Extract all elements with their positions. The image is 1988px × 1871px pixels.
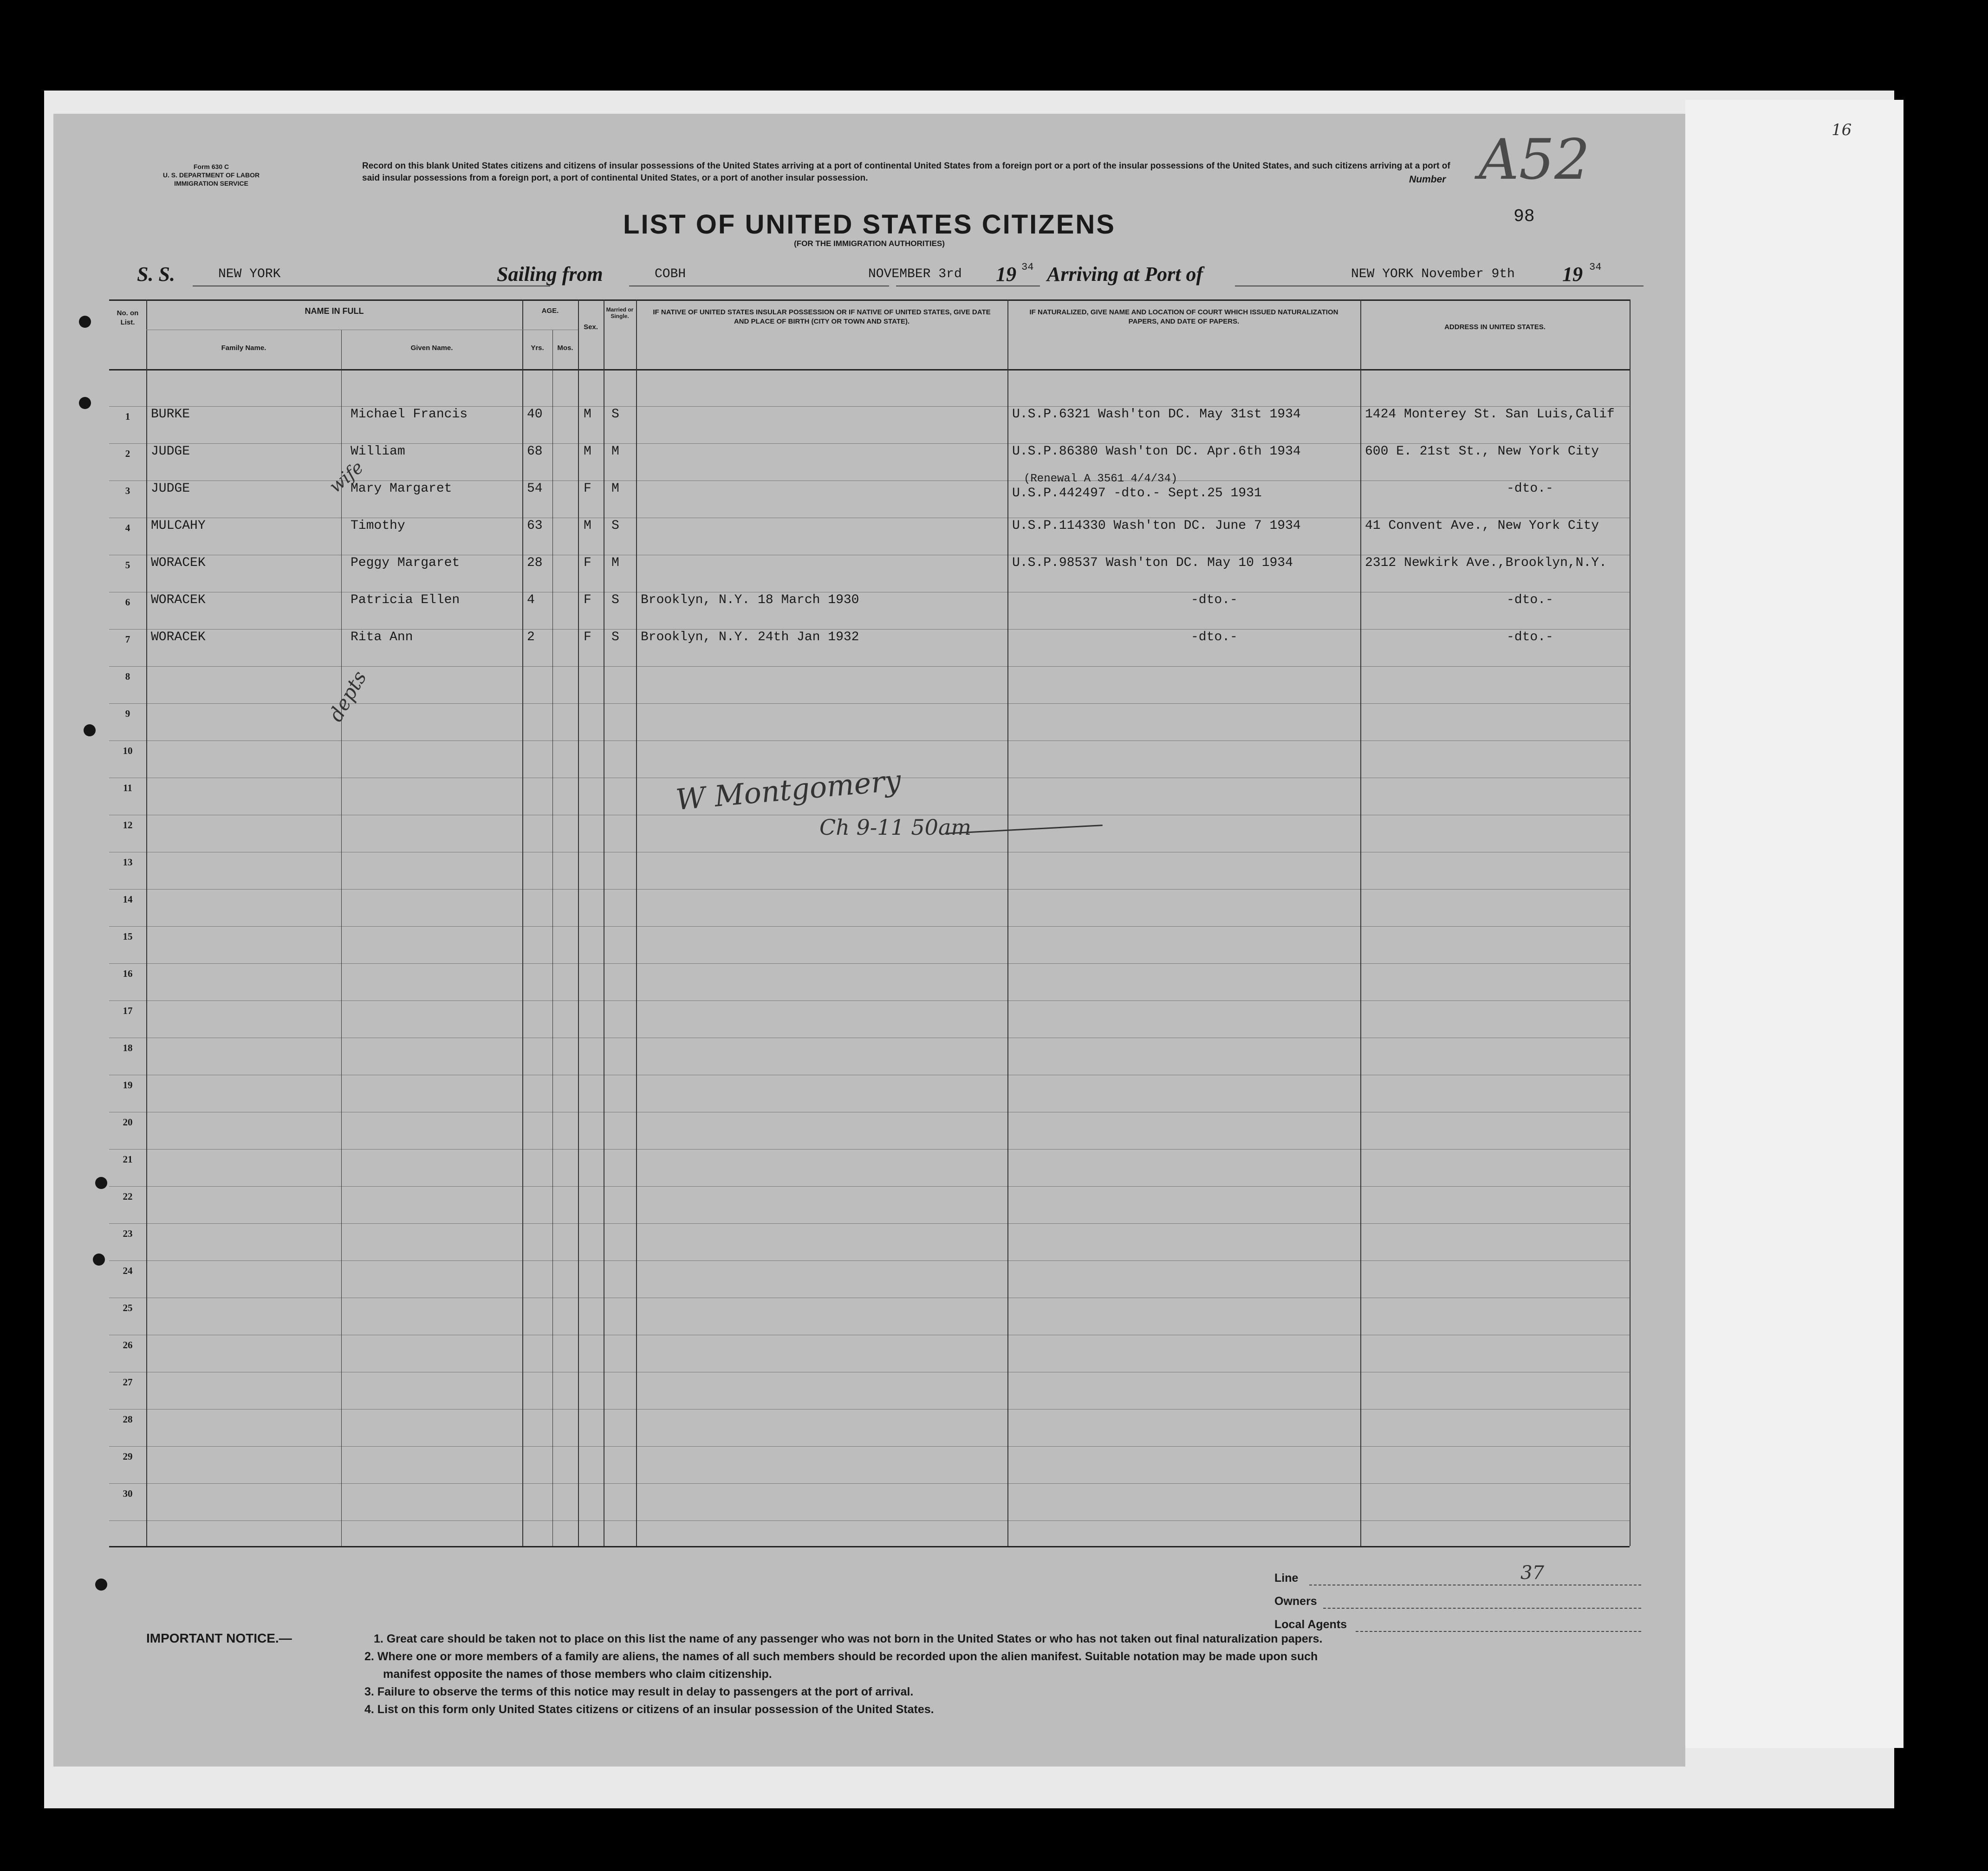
form-number: Form 630 C <box>193 163 229 170</box>
age-years-cell: 4 <box>527 593 535 607</box>
row-rule <box>109 1520 1630 1521</box>
agents-underline <box>1356 1631 1641 1632</box>
punch-hole <box>84 724 96 736</box>
sail-year: 34 <box>1021 261 1034 273</box>
given-name-cell: Timothy <box>351 519 405 533</box>
address-cell: -dto.- <box>1507 593 1553 607</box>
owners-underline <box>1323 1608 1641 1609</box>
back-sheet-edge <box>1685 100 1904 1748</box>
row-number: 16 <box>123 968 133 979</box>
row-number: 14 <box>123 894 133 905</box>
handwritten-number: A52 <box>1479 128 1590 192</box>
row-rule <box>109 1260 1630 1261</box>
age-years-cell: 40 <box>527 407 543 422</box>
row-number: 28 <box>123 1414 133 1425</box>
col-yrs: Yrs. <box>531 344 544 352</box>
sail-date: NOVEMBER 3rd <box>868 267 962 281</box>
col-name-in-full: NAME IN FULL <box>305 306 364 316</box>
line-value: 37 <box>1520 1562 1544 1584</box>
row-number: 23 <box>123 1228 133 1239</box>
family-name-cell: JUDGE <box>151 481 190 496</box>
sex-cell: F <box>584 556 591 570</box>
row-number: 1 <box>125 411 130 422</box>
row-number: 27 <box>123 1377 133 1388</box>
marital-status-cell: M <box>611 481 619 496</box>
marital-status-cell: S <box>611 593 619 607</box>
naturalization-cell: U.S.P.442497 -dto.- Sept.25 1931 <box>1012 486 1262 500</box>
row-number: 17 <box>123 1005 133 1016</box>
important-notice <box>146 1630 1322 1718</box>
marital-status-cell: S <box>611 407 619 422</box>
row-rule <box>109 629 1630 630</box>
notice-3: 3. Failure to observe the terms of this notice may result in delay to passengers at the port of arrival. <box>364 1685 914 1698</box>
row-number: 7 <box>125 634 130 645</box>
row-number: 3 <box>125 485 130 496</box>
col-divider <box>522 299 523 1546</box>
age-years-cell: 28 <box>527 556 543 570</box>
row-number: 18 <box>123 1042 133 1053</box>
notice-title: IMPORTANT NOTICE.— <box>146 1631 292 1645</box>
naturalization-cell: U.S.P.86380 Wash'ton DC. Apr.6th 1934 <box>1012 444 1301 459</box>
row-rule <box>109 1000 1630 1001</box>
naturalization-cell: U.S.P.98537 Wash'ton DC. May 10 1934 <box>1012 556 1293 570</box>
row-number: 24 <box>123 1265 133 1276</box>
notice-1: 1. Great care should be taken not to place on this list the name of any passenger who was not born in the United States or who has not taken out final naturalization papers. <box>374 1632 1323 1645</box>
form-identifier <box>114 162 309 188</box>
row-rule <box>109 406 1630 407</box>
given-name-cell: Mary Margaret <box>351 481 452 496</box>
naturalization-cell: -dto.- <box>1191 630 1238 644</box>
col-divider <box>146 299 147 1546</box>
punch-hole <box>93 1254 105 1266</box>
local-agents-label: Local Agents <box>1274 1618 1347 1631</box>
header-bottom-rule <box>109 369 1630 370</box>
owners-label: Owners <box>1274 1595 1317 1608</box>
notice-2: 2. Where one or more members of a family are aliens, the names of all such members should be recorded upon the alien manifest. Suitable notation may be made upon such <box>364 1650 1318 1663</box>
row-rule <box>109 889 1630 890</box>
from-port: COBH <box>655 267 686 281</box>
arriving-label: Arriving at Port of <box>1047 263 1203 286</box>
row-rule <box>109 1409 1630 1410</box>
age-years-cell: 63 <box>527 519 543 533</box>
birthplace-cell: Brooklyn, N.Y. 18 March 1930 <box>641 593 859 607</box>
age-years-cell: 2 <box>527 630 535 644</box>
naturalization-cell: U.S.P.114330 Wash'ton DC. June 7 1934 <box>1012 519 1301 533</box>
birthplace-cell: Brooklyn, N.Y. 24th Jan 1932 <box>641 630 859 644</box>
row-number: 13 <box>123 857 133 868</box>
punch-hole <box>79 316 91 328</box>
sailing-from-label: Sailing from <box>497 263 603 286</box>
notice-2-cont: manifest opposite the names of those members who claim citizenship. <box>383 1668 772 1681</box>
age-years-cell: 54 <box>527 481 543 496</box>
row-number: 12 <box>123 819 133 831</box>
given-name-cell: Peggy Margaret <box>351 556 460 570</box>
family-name-cell: JUDGE <box>151 444 190 459</box>
row-rule <box>109 443 1630 444</box>
address-cell: 600 E. 21st St., New York City <box>1365 444 1599 459</box>
row-number: 6 <box>125 597 130 608</box>
row-number: 19 <box>123 1079 133 1091</box>
punch-hole <box>79 397 91 409</box>
row-rule <box>109 1186 1630 1187</box>
given-name-cell: Rita Ann <box>351 630 413 644</box>
table-top-rule <box>109 299 1630 301</box>
family-name-cell: BURKE <box>151 407 190 422</box>
col-divider <box>578 299 579 1546</box>
col-mos: Mos. <box>557 344 573 352</box>
address-cell: 41 Convent Ave., New York City <box>1365 519 1599 533</box>
sex-cell: M <box>584 519 591 533</box>
family-name-cell: WORACEK <box>151 556 206 570</box>
page-subtitle: (FOR THE IMMIGRATION AUTHORITIES) <box>794 239 945 248</box>
row-number: 29 <box>123 1451 133 1462</box>
given-name-cell: Patricia Ellen <box>351 593 460 607</box>
col-naturalization: IF NATURALIZED, GIVE NAME AND LOCATION OF COURT WHICH ISSUED NATURALIZATION PAPERS, AND DATE OF PAPERS. <box>1029 308 1338 325</box>
col-divider <box>636 299 637 1546</box>
row-number: 22 <box>123 1191 133 1202</box>
age-years-cell: 68 <box>527 444 543 459</box>
marital-status-cell: S <box>611 630 619 644</box>
signature: W Montgomery <box>674 763 903 817</box>
year-prefix: 19 <box>996 263 1016 286</box>
row-number: 26 <box>123 1339 133 1351</box>
given-name-cell: Michael Francis <box>351 407 468 422</box>
col-birthplace: IF NATIVE OF UNITED STATES INSULAR POSSESSION OR IF NATIVE OF UNITED STATES, GIVE DATE AND PLACE OF BIRTH (CITY OR TOWN AND STATE). <box>653 308 991 325</box>
given-name-cell: William <box>351 444 405 459</box>
sex-cell: M <box>584 407 591 422</box>
family-name-cell: MULCAHY <box>151 519 206 533</box>
marital-status-cell: M <box>611 556 619 570</box>
row-rule <box>109 666 1630 667</box>
row-number: 15 <box>123 931 133 942</box>
sex-cell: F <box>584 593 591 607</box>
manifest-page <box>53 114 1685 1767</box>
handwritten-wife-note: wife <box>325 457 367 497</box>
form-instructions: Record on this blank United States citizens and citizens of insular possessions of the United States arriving at a port of continental United States from a foreign port or a port of the insular possessions of the United States, and such citizens arriving at a port of said insular possessions from a foreign port, a port of continental United States, or a port of another insular possession. <box>362 161 1450 183</box>
col-age: AGE. <box>541 307 559 315</box>
arrival-year: 34 <box>1589 261 1602 273</box>
row-rule <box>109 963 1630 964</box>
number-label: Number <box>1409 174 1446 185</box>
ship-name: NEW YORK <box>218 267 281 281</box>
arrival-year-prefix: 19 <box>1562 263 1583 286</box>
col-address: ADDRESS IN UNITED STATES. <box>1444 323 1546 331</box>
page-title: LIST OF UNITED STATES CITIZENS <box>623 209 1116 240</box>
punch-hole <box>95 1177 107 1189</box>
department: U. S. DEPARTMENT OF LABOR <box>162 171 260 179</box>
row-number: 2 <box>125 448 130 459</box>
sex-cell: F <box>584 630 591 644</box>
row-rule <box>109 1483 1630 1484</box>
col-divider <box>1007 299 1008 1546</box>
naturalization-cell: -dto.- <box>1191 593 1238 607</box>
sex-cell: F <box>584 481 591 496</box>
handwritten-dependents-note: depts <box>324 667 371 726</box>
col-married-single: Married or Single. <box>606 306 634 319</box>
service: IMMIGRATION SERVICE <box>174 180 248 187</box>
family-name-cell: WORACEK <box>151 630 206 644</box>
arrival-port-date: NEW YORK November 9th <box>1351 267 1515 281</box>
address-cell: 1424 Monterey St. San Luis,Calif <box>1365 407 1615 422</box>
punch-hole <box>95 1579 107 1591</box>
row-number: 25 <box>123 1302 133 1313</box>
row-number: 9 <box>125 708 130 719</box>
page-number: 98 <box>1514 207 1535 227</box>
row-rule <box>109 1446 1630 1447</box>
col-divider <box>341 330 342 1546</box>
row-rule <box>109 1149 1630 1150</box>
row-number: 20 <box>123 1117 133 1128</box>
row-number: 10 <box>123 745 133 756</box>
row-rule <box>109 1223 1630 1224</box>
col-family-name: Family Name. <box>221 344 266 352</box>
row-number: 30 <box>123 1488 133 1499</box>
sex-cell: M <box>584 444 591 459</box>
table-bottom-rule <box>109 1546 1630 1547</box>
ss-label: S. S. <box>137 263 175 286</box>
row-number: 8 <box>125 671 130 682</box>
line-label: Line <box>1274 1572 1299 1585</box>
col-divider <box>552 330 553 1546</box>
marital-status-cell: M <box>611 444 619 459</box>
row-number: 21 <box>123 1154 133 1165</box>
signature-time-note: Ch 9-11 50am <box>819 815 971 840</box>
renewal-note: (Renewal A 3561 4/4/34) <box>1024 473 1178 485</box>
row-number: 11 <box>123 782 132 793</box>
notice-4: 4. List on this form only United States citizens or citizens of an insular possession of the United States. <box>364 1703 934 1716</box>
address-cell: 2312 Newkirk Ave.,Brooklyn,N.Y. <box>1365 556 1607 570</box>
row-number: 5 <box>125 559 130 571</box>
col-divider <box>1630 299 1631 1546</box>
address-cell: -dto.- <box>1507 630 1553 644</box>
naturalization-cell: U.S.P.6321 Wash'ton DC. May 31st 1934 <box>1012 407 1301 422</box>
col-divider <box>1360 299 1361 1546</box>
col-no: No. on List. <box>117 309 139 326</box>
marital-status-cell: S <box>611 519 619 533</box>
margin-number: 16 <box>1832 121 1852 139</box>
row-number: 4 <box>125 522 130 533</box>
family-name-cell: WORACEK <box>151 593 206 607</box>
col-sex: Sex. <box>584 323 598 331</box>
address-cell: -dto.- <box>1507 481 1553 496</box>
row-rule <box>109 926 1630 927</box>
passenger-table <box>109 299 1630 1546</box>
col-given-name: Given Name. <box>410 344 453 352</box>
